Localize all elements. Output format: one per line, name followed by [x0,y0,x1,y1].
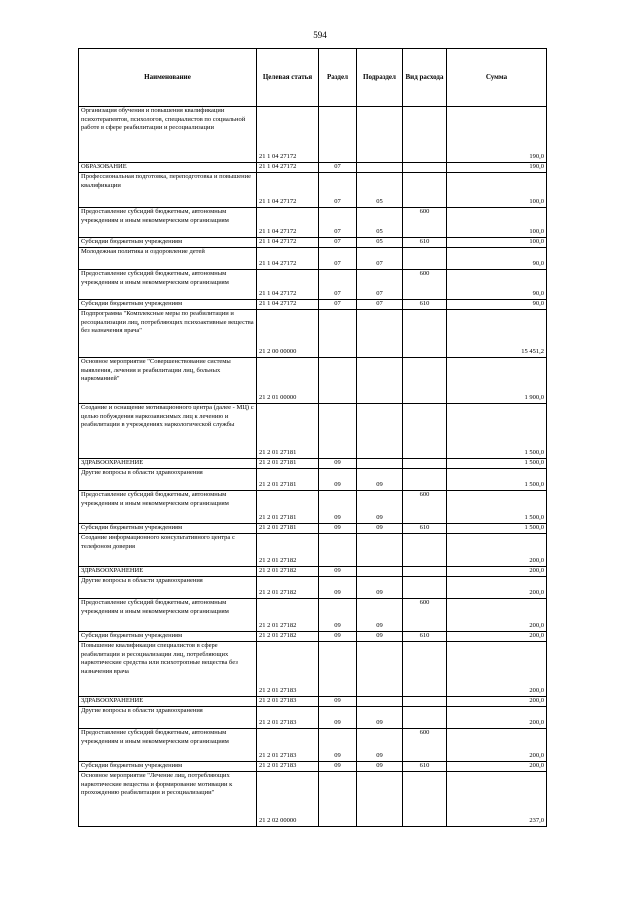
row-name: Предоставление субсидий бюджетным, автономным учреждениям и иным некоммерческим организациям [79,729,257,762]
row-name: Предоставление субсидий бюджетным, автономным учреждениям и иным некоммерческим организациям [79,208,257,238]
row-section: 09 [319,459,357,469]
row-target-article: 21 2 01 27182 [257,577,319,599]
row-amount: 1 900,0 [447,358,547,404]
row-amount: 200,0 [447,762,547,772]
row-amount: 200,0 [447,697,547,707]
row-target-article: 21 2 01 27183 [257,729,319,762]
row-name: Основное мероприятие "Совершенствование системы выявления, лечения и реабилитации лиц, больных наркоманией" [79,358,257,404]
row-target-article: 21 2 00 00000 [257,310,319,358]
row-section: 07 [319,163,357,173]
row-subsection: 09 [357,491,403,524]
row-subsection: 09 [357,762,403,772]
row-subsection: 09 [357,599,403,632]
row-expense-type: 610 [403,300,447,310]
row-amount: 200,0 [447,577,547,599]
row-name: Создание и оснащение мотивационного центра (далее - МЦ) с целью побуждения наркозависимых лиц к лечению и реабилитации в учреждениях наркологической службы [79,404,257,459]
row-expense-type [403,567,447,577]
table-row [79,208,547,238]
row-name: Создание информационного консультативного центра с телефоном доверия [79,534,257,567]
row-subsection [357,107,403,163]
row-section: 07 [319,300,357,310]
row-section [319,534,357,567]
row-subsection [357,358,403,404]
row-amount: 15 451,2 [447,310,547,358]
row-expense-type [403,697,447,707]
row-expense-type [403,469,447,491]
row-name: Предоставление субсидий бюджетным, автономным учреждениям и иным некоммерческим организациям [79,270,257,300]
row-subsection: 09 [357,707,403,729]
row-subsection [357,772,403,827]
table-row [79,762,547,772]
row-name: Предоставление субсидий бюджетным, автономным учреждениям и иным некоммерческим организациям [79,491,257,524]
table-row [79,173,547,208]
row-section [319,404,357,459]
row-expense-type: 610 [403,762,447,772]
row-name: Подпрограмма "Комплексные меры по реабилитации и ресоциализации лиц, потребляющих психоактивные вещества без назначения врача" [79,310,257,358]
row-subsection: 09 [357,632,403,642]
row-amount: 100,0 [447,238,547,248]
row-subsection: 05 [357,208,403,238]
row-section: 09 [319,707,357,729]
row-target-article: 21 2 01 27182 [257,567,319,577]
row-section: 09 [319,762,357,772]
budget-table [78,48,547,827]
row-subsection: 05 [357,173,403,208]
table-row [79,163,547,173]
row-subsection: 07 [357,248,403,270]
table-row [79,707,547,729]
row-expense-type [403,642,447,697]
row-amount: 100,0 [447,208,547,238]
row-amount: 1 500,0 [447,524,547,534]
row-target-article: 21 1 04 27172 [257,270,319,300]
row-target-article: 21 2 01 27181 [257,404,319,459]
row-name: Другие вопросы в области здравоохранения [79,707,257,729]
row-target-article: 21 1 04 27172 [257,208,319,238]
row-subsection [357,567,403,577]
table-header-row [79,49,547,107]
row-amount: 200,0 [447,707,547,729]
table-row [79,358,547,404]
row-name: Субсидии бюджетным учреждениям [79,238,257,248]
row-amount: 200,0 [447,567,547,577]
row-section: 09 [319,469,357,491]
row-expense-type: 610 [403,524,447,534]
header-expense-type: Вид расхода [403,49,447,107]
row-subsection [357,534,403,567]
row-target-article: 21 1 04 27172 [257,248,319,270]
row-expense-type [403,404,447,459]
row-target-article: 21 2 01 27181 [257,524,319,534]
row-expense-type [403,772,447,827]
row-section: 07 [319,173,357,208]
header-amount: Сумма [447,49,547,107]
table-row [79,567,547,577]
row-amount: 1 500,0 [447,469,547,491]
table-row [79,459,547,469]
row-name: Субсидии бюджетным учреждениям [79,762,257,772]
row-name: Повышение квалификации специалистов в сфере реабилитации и ресоциализации лиц, потребляющих наркотические средства или психотропные вещества без назначения врача [79,642,257,697]
row-name: ЗДРАВООХРАНЕНИЕ [79,697,257,707]
row-target-article: 21 2 01 27183 [257,697,319,707]
row-amount: 190,0 [447,107,547,163]
row-target-article: 21 2 01 27182 [257,534,319,567]
row-subsection: 09 [357,524,403,534]
table-row [79,248,547,270]
row-amount: 100,0 [447,173,547,208]
row-amount: 237,0 [447,772,547,827]
row-subsection [357,459,403,469]
table-row [79,599,547,632]
row-name: Предоставление субсидий бюджетным, автономным учреждениям и иным некоммерческим организациям [79,599,257,632]
row-expense-type [403,534,447,567]
header-subsection: Подраздел [357,49,403,107]
table-row [79,107,547,163]
row-target-article: 21 2 01 00000 [257,358,319,404]
row-subsection: 09 [357,729,403,762]
row-expense-type: 600 [403,208,447,238]
row-expense-type: 600 [403,270,447,300]
row-amount: 90,0 [447,248,547,270]
table-row [79,772,547,827]
header-section: Раздел [319,49,357,107]
row-target-article: 21 2 02 00000 [257,772,319,827]
row-amount: 200,0 [447,599,547,632]
row-amount: 1 500,0 [447,491,547,524]
row-section: 09 [319,577,357,599]
row-target-article: 21 2 01 27182 [257,632,319,642]
header-name: Наименование [79,49,257,107]
row-name: Организация обучения и повышения квалификации психотерапевтов, психологов, специалистов по социальной работе в сфере реабилитации и ресоциализации [79,107,257,163]
row-expense-type [403,163,447,173]
row-name: Молодежная политика и оздоровление детей [79,248,257,270]
row-section: 09 [319,567,357,577]
row-target-article: 21 2 01 27183 [257,707,319,729]
row-section: 09 [319,599,357,632]
row-amount: 90,0 [447,270,547,300]
row-section: 07 [319,238,357,248]
row-target-article: 21 2 01 27181 [257,459,319,469]
row-subsection: 09 [357,577,403,599]
table-row [79,729,547,762]
row-target-article: 21 2 01 27183 [257,642,319,697]
row-section: 09 [319,697,357,707]
table-row [79,642,547,697]
row-subsection [357,310,403,358]
row-expense-type: 600 [403,599,447,632]
row-amount: 1 500,0 [447,404,547,459]
table-row [79,534,547,567]
row-name: Другие вопросы в области здравоохранения [79,469,257,491]
row-expense-type: 600 [403,729,447,762]
row-section: 07 [319,248,357,270]
row-amount: 200,0 [447,642,547,697]
header-target-article: Целевая статья [257,49,319,107]
row-section: 09 [319,491,357,524]
row-subsection [357,404,403,459]
table-row [79,469,547,491]
row-expense-type [403,173,447,208]
row-target-article: 21 1 04 27172 [257,300,319,310]
table-row [79,577,547,599]
row-name: Профессиональная подготовка, переподготовка и повышение квалификации [79,173,257,208]
table-row [79,524,547,534]
row-amount: 200,0 [447,632,547,642]
row-amount: 200,0 [447,534,547,567]
row-section: 09 [319,524,357,534]
row-expense-type [403,358,447,404]
row-section [319,772,357,827]
row-expense-type [403,459,447,469]
row-expense-type [403,577,447,599]
row-amount: 1 500,0 [447,459,547,469]
row-section: 09 [319,729,357,762]
row-expense-type [403,707,447,729]
table-row [79,310,547,358]
row-section [319,358,357,404]
row-subsection: 07 [357,300,403,310]
row-name: Другие вопросы в области здравоохранения [79,577,257,599]
row-amount: 190,0 [447,163,547,173]
row-section: 07 [319,208,357,238]
row-section [319,310,357,358]
row-expense-type [403,248,447,270]
row-target-article: 21 1 04 27172 [257,163,319,173]
table-row [79,300,547,310]
row-name: ЗДРАВООХРАНЕНИЕ [79,567,257,577]
row-expense-type: 610 [403,632,447,642]
row-name: Субсидии бюджетным учреждениям [79,524,257,534]
row-section: 07 [319,270,357,300]
row-subsection [357,163,403,173]
row-subsection: 05 [357,238,403,248]
row-expense-type: 600 [403,491,447,524]
table-row [79,697,547,707]
row-target-article: 21 2 01 27181 [257,491,319,524]
row-section: 09 [319,632,357,642]
row-section [319,642,357,697]
table-row [79,491,547,524]
row-subsection: 09 [357,469,403,491]
row-target-article: 21 2 01 27181 [257,469,319,491]
row-section [319,107,357,163]
row-target-article: 21 2 01 27182 [257,599,319,632]
row-target-article: 21 1 04 27172 [257,238,319,248]
row-amount: 200,0 [447,729,547,762]
row-name: Субсидии бюджетным учреждениям [79,632,257,642]
row-name: Основное мероприятие "Лечение лиц, потребляющих наркотические вещества и формирование мотивации к прохождению реабилитации и ресоциализации" [79,772,257,827]
row-amount: 90,0 [447,300,547,310]
page-number: 594 [313,30,327,40]
table-row [79,238,547,248]
table-row [79,632,547,642]
table-row [79,404,547,459]
row-expense-type [403,310,447,358]
row-subsection [357,697,403,707]
row-expense-type [403,107,447,163]
table-row [79,270,547,300]
row-name: ОБРАЗОВАНИЕ [79,163,257,173]
row-name: ЗДРАВООХРАНЕНИЕ [79,459,257,469]
row-target-article: 21 2 01 27183 [257,762,319,772]
row-target-article: 21 1 04 27172 [257,107,319,163]
row-name: Субсидии бюджетным учреждениям [79,300,257,310]
row-subsection [357,642,403,697]
row-expense-type: 610 [403,238,447,248]
row-subsection: 07 [357,270,403,300]
row-target-article: 21 1 04 27172 [257,173,319,208]
